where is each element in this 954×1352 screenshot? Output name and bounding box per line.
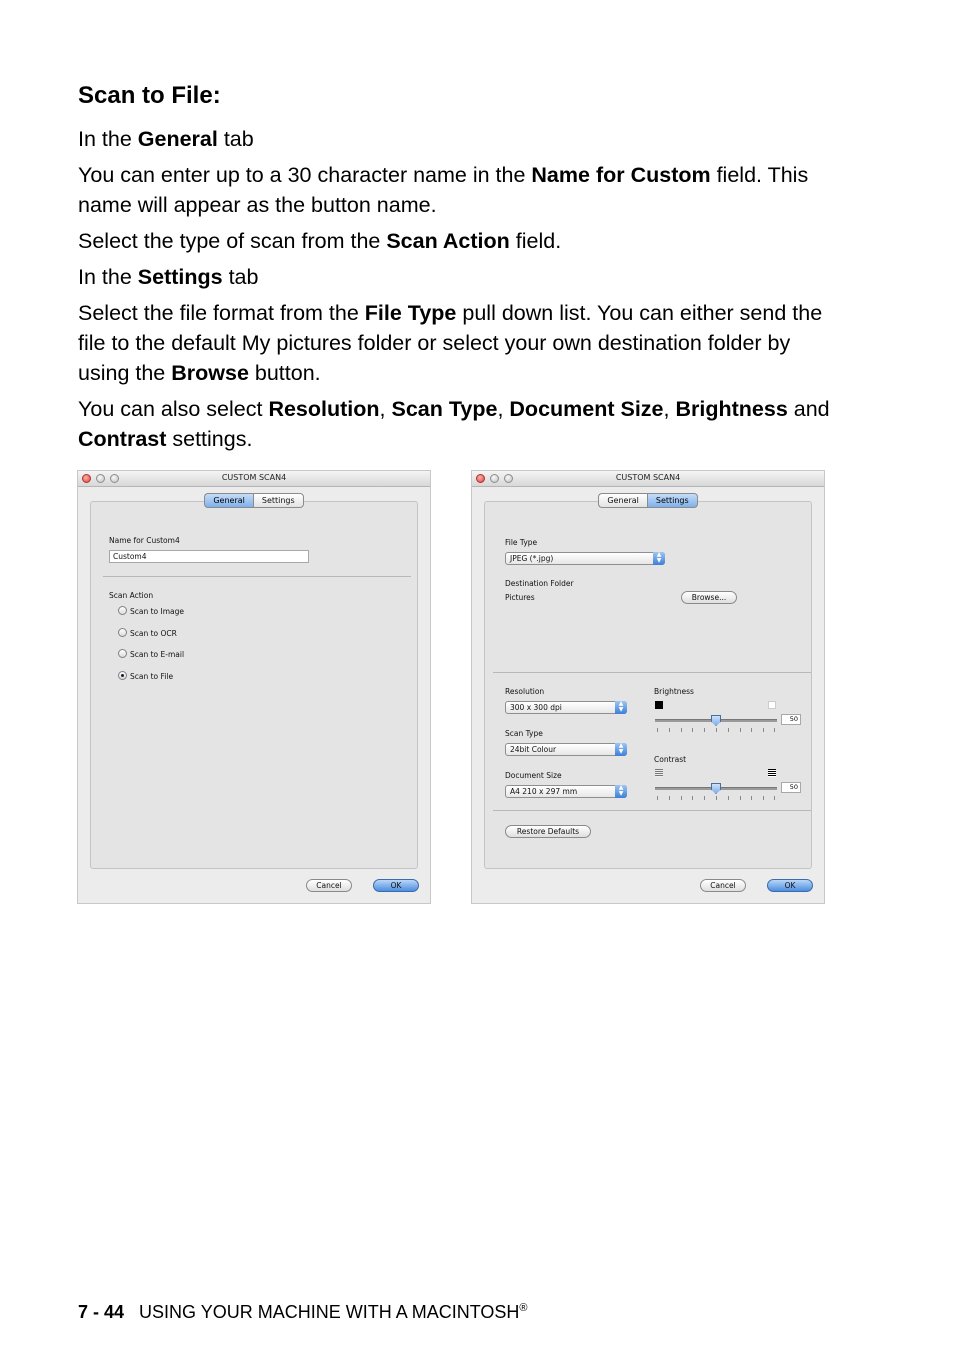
tab-settings[interactable]: Settings — [253, 493, 304, 508]
ok-button[interactable]: OK — [373, 879, 419, 892]
radio-scan-to-ocr[interactable] — [118, 628, 127, 637]
tab-panel — [484, 501, 812, 869]
custom-scan-dialog-settings — [471, 470, 825, 904]
radio-scan-to-image[interactable] — [118, 606, 127, 615]
restore-defaults-button[interactable]: Restore Defaults — [505, 825, 591, 838]
contrast-ticks — [657, 796, 775, 800]
document-size-label: Document Size — [505, 771, 562, 780]
radio-scan-to-file[interactable] — [118, 671, 127, 680]
resolution-select[interactable] — [505, 701, 627, 714]
page-number: 7 - 44 — [78, 1302, 125, 1322]
destination-folder-label: Destination Folder — [505, 579, 574, 588]
updown-arrows-icon: ▲ ▼ — [653, 552, 665, 565]
document-size-select[interactable] — [505, 785, 627, 798]
brightness-ticks — [657, 728, 775, 732]
contrast-value-field[interactable]: 50 — [781, 782, 801, 793]
window-title: CUSTOM SCAN4 — [221, 473, 287, 482]
radio-label-scan-to-file: Scan to File — [130, 672, 174, 681]
title-bar — [472, 471, 824, 487]
updown-arrows-icon: ▲ ▼ — [615, 785, 627, 798]
para-scan-action: Select the type of scan from the Scan Action field. — [78, 229, 562, 253]
section-heading: Scan to File: — [78, 82, 221, 109]
tab-general[interactable]: General — [598, 493, 647, 508]
footer-text: USING YOUR MACHINE WITH A MACINTOSH — [139, 1302, 520, 1322]
page-footer — [78, 1302, 528, 1323]
browse-button[interactable]: Browse... — [681, 591, 737, 604]
divider — [493, 810, 811, 811]
para-general-tab: In the General tab — [78, 127, 254, 151]
para-name-for-custom: You can enter up to a 30 character name in the Name for Custom field. This name will appear as the button name. — [78, 163, 809, 217]
cancel-button[interactable]: Cancel — [306, 879, 352, 892]
dark-swatch-icon — [655, 701, 663, 709]
para-settings-tab: In the Settings tab — [78, 265, 259, 289]
scan-type-select[interactable] — [505, 743, 627, 756]
document-size-value: A4 210 x 297 mm — [510, 787, 578, 796]
divider — [103, 576, 411, 577]
name-for-custom-input[interactable]: Custom4 — [109, 550, 309, 563]
brightness-value-field[interactable]: 50 — [781, 714, 801, 725]
tab-bar — [472, 493, 824, 508]
tab-general[interactable]: General — [204, 493, 253, 508]
scan-type-value: 24bit Colour — [510, 745, 557, 754]
tab-settings[interactable]: Settings — [647, 493, 698, 508]
ok-button[interactable]: OK — [767, 879, 813, 892]
window-title: CUSTOM SCAN4 — [615, 473, 681, 482]
para-also-select: You can also select Resolution, Scan Type, Document Size, Brightness and Contrast settings. — [78, 397, 830, 451]
file-type-label: File Type — [505, 538, 538, 547]
resolution-label: Resolution — [505, 687, 545, 696]
resolution-value: 300 x 300 dpi — [510, 703, 562, 712]
low-contrast-icon — [655, 769, 663, 777]
high-contrast-icon — [768, 769, 776, 777]
cancel-button[interactable]: Cancel — [700, 879, 746, 892]
tab-panel — [90, 501, 418, 869]
radio-label-scan-to-email: Scan to E-mail — [130, 650, 185, 659]
scan-action-label: Scan Action — [109, 591, 154, 600]
contrast-slider-thumb[interactable] — [711, 783, 721, 794]
title-bar — [78, 471, 430, 487]
radio-label-scan-to-ocr: Scan to OCR — [130, 629, 177, 638]
brightness-slider-thumb[interactable] — [711, 715, 721, 726]
destination-folder-value: Pictures — [505, 593, 535, 602]
registered-mark: ® — [519, 1302, 528, 1314]
para-file-type: Select the file format from the File Type pull down list. You can either send the file to the default My pictures folder or select your own destination folder by using the Browse button. — [78, 301, 823, 385]
contrast-label: Contrast — [654, 755, 687, 764]
radio-scan-to-email[interactable] — [118, 649, 127, 658]
brightness-label: Brightness — [654, 687, 694, 696]
name-for-custom-label: Name for Custom4 — [109, 536, 180, 545]
divider — [493, 672, 811, 673]
radio-label-scan-to-image: Scan to Image — [130, 607, 185, 616]
scan-type-label: Scan Type — [505, 729, 543, 738]
file-type-select[interactable] — [505, 552, 665, 565]
updown-arrows-icon: ▲ ▼ — [615, 743, 627, 756]
file-type-value: JPEG (*.jpg) — [510, 554, 554, 563]
updown-arrows-icon: ▲ ▼ — [615, 701, 627, 714]
custom-scan-dialog-general — [77, 470, 431, 904]
tab-bar — [78, 493, 430, 508]
light-swatch-icon — [768, 701, 776, 709]
